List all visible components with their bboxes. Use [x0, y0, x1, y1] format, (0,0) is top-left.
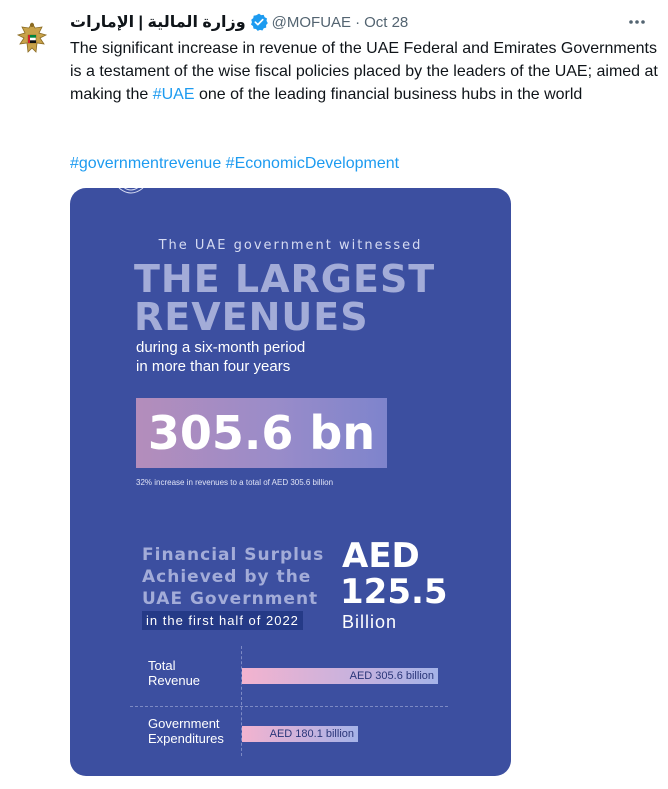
total-revenue-value: AED 305.6 billion [349, 670, 434, 682]
uae-falcon-emblem-icon [15, 19, 49, 57]
surplus-line-1: Financial Surplus [142, 545, 325, 565]
hashtag-governmentrevenue-link[interactable]: #governmentrevenue [70, 155, 222, 172]
separator-dot: · [355, 13, 361, 31]
increase-note: 32% increase in revenues to a total of AED 305.6 billion [136, 478, 334, 487]
intro-text: The UAE government witnessed [158, 238, 423, 253]
tweet-date[interactable]: Oct 28 [364, 13, 409, 31]
hashtag-economicdevelopment-link[interactable]: #EconomicDevelopment [225, 155, 400, 172]
revenue-highlight-box [136, 398, 387, 468]
government-expenditures-label [148, 716, 224, 746]
avatar[interactable] [12, 18, 52, 58]
verified-badge-icon [250, 13, 268, 31]
tweet-text-part1: The significant increase in revenue of the UAE Federal and Emirates Governments is a testament of the wise fiscal policies placed by the leaders of the UAE; aimed at making the [70, 40, 658, 103]
more-options-icon[interactable] [626, 11, 648, 33]
tweet-text [70, 37, 660, 106]
ministry-logo-icon [118, 188, 144, 196]
infographic-image[interactable] [70, 188, 511, 776]
hashtag-list [70, 152, 399, 175]
surplus-unit: Billion [342, 612, 398, 632]
headline-title [134, 257, 436, 339]
surplus-line-2: Achieved by the [142, 567, 312, 587]
total-revenue-label [148, 658, 200, 688]
subtitle-line-2: in more than four years [136, 358, 291, 375]
headline-line-2: REVENUES [134, 295, 369, 339]
hashtag-uae-link[interactable]: #UAE [152, 86, 195, 103]
surplus-title [142, 544, 324, 610]
headline-line-1: THE LARGEST [134, 257, 436, 301]
surplus-period: in the first half of 2022 [142, 611, 303, 630]
revenue-highlight-value: 305.6 bn [147, 406, 376, 460]
total-revenue-label-line-1: Total [148, 658, 176, 673]
surplus-amount: 125.5 [340, 572, 448, 612]
government-expenditures-label-line-2: Expenditures [148, 731, 224, 746]
government-expenditures-label-line-1: Government [148, 716, 220, 731]
total-revenue-bar [242, 668, 438, 684]
headline-subtitle [136, 338, 305, 376]
government-expenditures-value: AED 180.1 billion [269, 728, 354, 740]
comparison-divider-horizontal [130, 706, 448, 707]
author-handle[interactable]: @MOFUAE [271, 13, 352, 31]
surplus-currency: AED [342, 536, 420, 576]
tweet-header [70, 10, 648, 34]
subtitle-line-1: during a six-month period [136, 339, 306, 356]
author-name[interactable]: وزارة المالية | الإمارات [70, 14, 246, 31]
total-revenue-label-line-2: Revenue [148, 673, 201, 688]
government-expenditures-bar [242, 726, 358, 742]
surplus-line-3: UAE Government [142, 589, 319, 609]
tweet-text-part2: one of the leading financial business hubs in the world [194, 86, 583, 103]
